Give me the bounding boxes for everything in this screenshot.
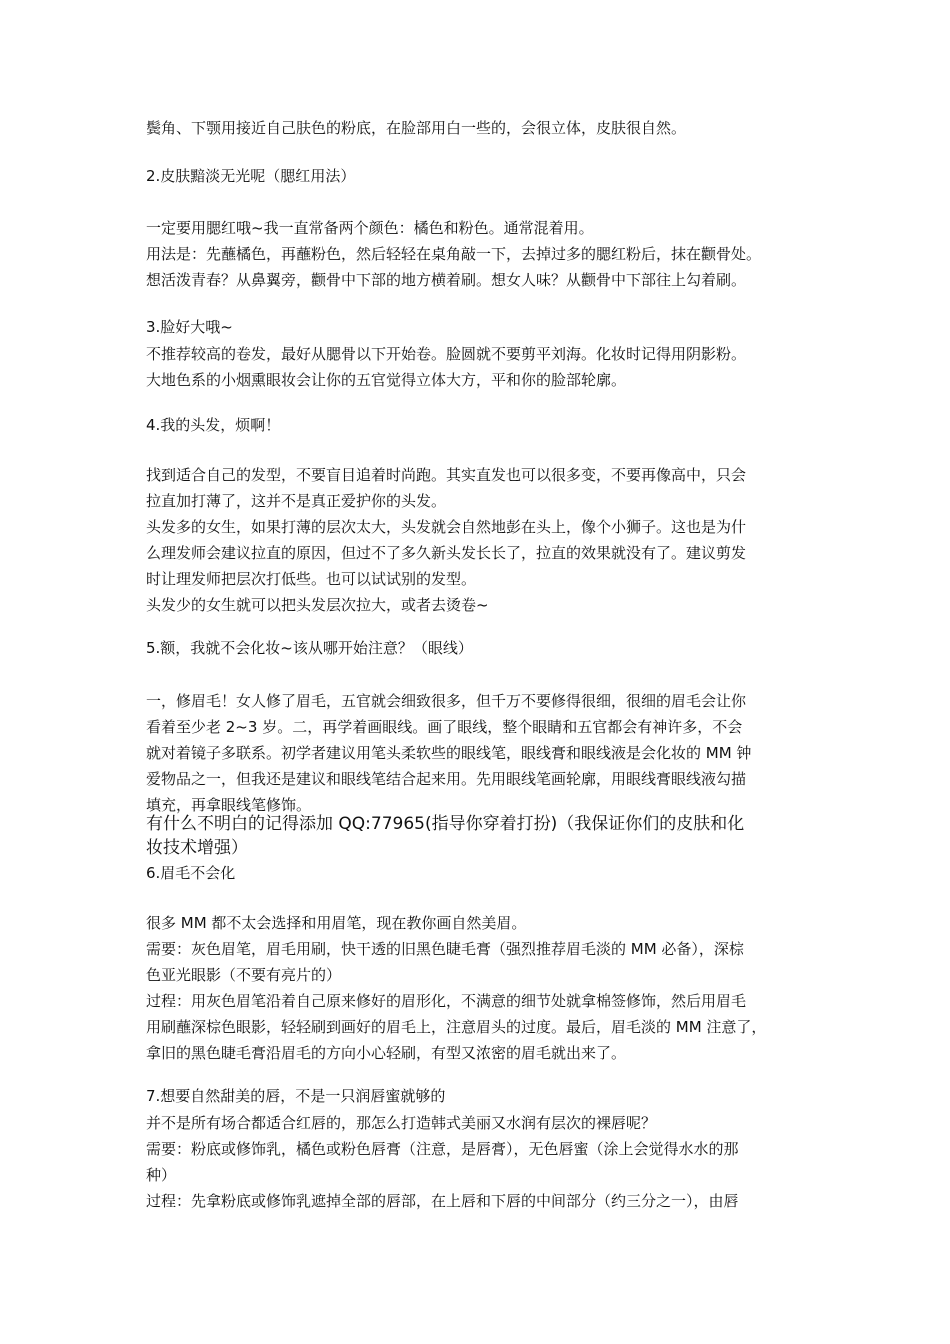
text-line: 头发少的女生就可以把头发层次拉大，或者去烫卷~ [146,596,489,614]
text-line: 需要：粉底或修饰乳，橘色或粉色唇膏（注意，是唇膏），无色唇蜜（涂上会觉得水水的那 [146,1140,739,1158]
heading-text: 5.额，我就不会化妆~该从哪开始注意？（眼线） [146,639,473,657]
text-line: 么理发师会建议拉直的原因，但过不了多久新头发长长了，拉直的效果就没有了。建议剪发 [146,544,747,562]
text-line: 看着至少老 2~3 岁。二，再学着画眼线。画了眼线，整个眼睛和五官都会有神许多，不会 [146,718,743,736]
text-line: 有什么不明白的记得添加 QQ:77965(指导你穿着打扮)（我保证你们的皮肤和化 [146,814,745,834]
text-line: 拿旧的黑色睫毛膏沿眉毛的方向小心轻刷，有型又浓密的眉毛就出来了。 [146,1044,627,1062]
text-line: 大地色系的小烟熏眼妆会让你的五官觉得立体大方，平和你的脸部轮廓。 [146,371,627,389]
text-line: 很多 MM 都不太会选择和用眉笔，现在教你画自然美眉。 [146,914,527,932]
paragraph-hair [146,462,811,618]
heading-text: 7.想要自然甜美的唇，不是一只润唇蜜就够的 [146,1087,446,1105]
heading-text: 6.眉毛不会化 [146,864,236,882]
text-line: 爱物品之一，但我还是建议和眼线笔结合起来用。先用眼线笔画轮廓，用眼线膏眼线液勾描 [146,770,747,788]
text-line: 过程：用灰色眉笔沿着自己原来修好的眉形化，不满意的细节处就拿棉签修饰，然后用眉毛 [146,992,747,1010]
text-line: 填充，再拿眼线笔修饰。 [146,796,312,814]
paragraph-blush [146,215,811,293]
text-line: 一，修眉毛！女人修了眉毛，五官就会细致很多，但千万不要修得很细，很细的眉毛会让你 [146,692,747,710]
section-heading-6 [146,860,811,886]
text-line: 需要：灰色眉笔，眉毛用刷，快干透的旧黑色睫毛膏（强烈推荐眉毛淡的 MM 必备），深棕 [146,940,744,958]
section-heading-7 [146,1083,811,1109]
text-line: 并不是所有场合都适合红唇的，那怎么打造韩式美丽又水润有层次的裸唇呢？ [146,1114,657,1132]
text-line: 色亚光眼影（不要有亮片的） [146,966,342,984]
section-heading-2 [146,163,811,189]
text-line: 妆技术增强） [146,838,248,858]
paragraph-brows [146,910,811,1066]
paragraph-eyeliner [146,688,811,818]
text-line: 鬓角、下颚用接近自己肤色的粉底，在脸部用白一些的，会很立体，皮肤很自然。 [146,119,687,137]
text-line: 一定要用腮红哦~我一直常备两个颜色：橘色和粉色。通常混着用。 [146,219,594,237]
contact-note [146,812,811,860]
section-heading-4 [146,412,811,438]
paragraph-intro [146,115,811,141]
text-line: 就对着镜子多联系。初学者建议用笔头柔软些的眼线笔，眼线膏和眼线液是会化妆的 MM 钟 [146,744,752,762]
text-line: 用法是：先蘸橘色，再蘸粉色，然后轻轻在桌角敲一下，去掉过多的腮红粉后，抹在颧骨处。 [146,245,762,263]
text-line: 种） [146,1166,177,1184]
text-line: 时让理发师把层次打低些。也可以试试别的发型。 [146,570,477,588]
heading-text: 2.皮肤黯淡无光呢（腮红用法） [146,167,356,185]
text-line: 找到适合自己的发型，不要盲目追着时尚跑。其实直发也可以很多变，不要再像高中，只会 [146,466,747,484]
heading-text: 3.脸好大哦~ [146,318,233,336]
text-line: 想活泼青春？从鼻翼旁，颧骨中下部的地方横着刷。想女人味？从颧骨中下部往上勾着刷。 [146,271,747,289]
paragraph-face [146,341,811,393]
text-line: 头发多的女生，如果打薄的层次太大，头发就会自然地彭在头上，像个小狮子。这也是为什 [146,518,747,536]
heading-text: 4.我的头发，烦啊！ [146,416,281,434]
section-heading-5 [146,635,811,661]
text-line: 用刷蘸深棕色眼影，轻轻刷到画好的眉毛上，注意眉头的过度。最后，眉毛淡的 MM 注意了， [146,1018,767,1036]
text-line: 不推荐较高的卷发，最好从腮骨以下开始卷。脸圆就不要剪平刘海。化妆时记得用阴影粉。 [146,345,747,363]
text-line: 拉直加打薄了，这并不是真正爱护你的头发。 [146,492,447,510]
text-line: 过程：先拿粉底或修饰乳遮掉全部的唇部，在上唇和下唇的中间部分（约三分之一），由唇 [146,1192,739,1210]
section-heading-3 [146,314,811,340]
paragraph-lips [146,1110,811,1214]
